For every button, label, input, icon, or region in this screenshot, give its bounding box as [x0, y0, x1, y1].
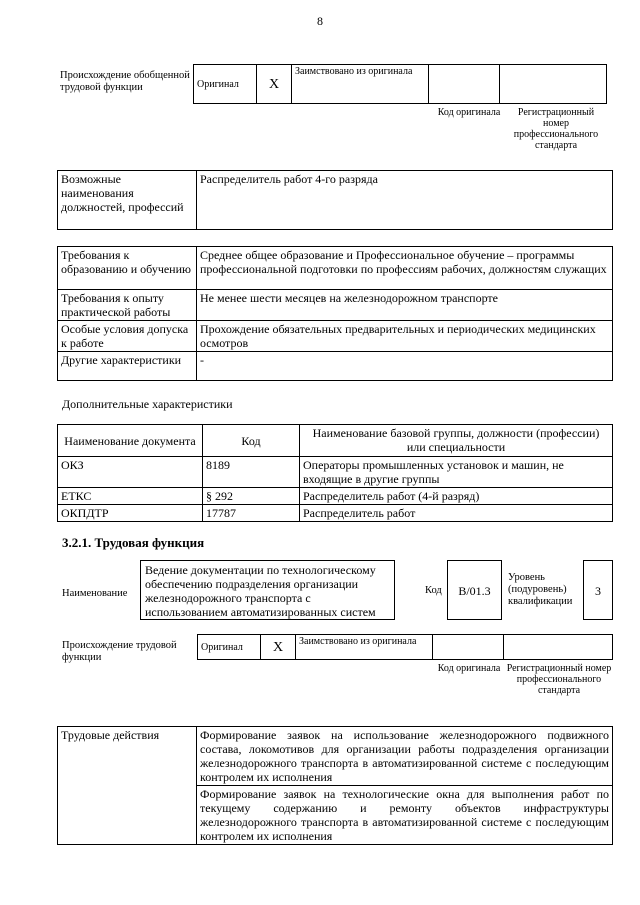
req-education-value: Среднее общее образование и Профессиональное обучение – программы профессиональной подготовки по профессиям рабочих, должностям служащих — [197, 247, 613, 290]
extra-row-code: 8189 — [203, 457, 300, 488]
function-heading: 3.2.1. Трудовая функция — [62, 535, 205, 550]
origin2-borrowed: Заимствовано из оригинала — [296, 635, 433, 660]
extra-row-name: Распределитель работ (4-й разряд) — [300, 488, 613, 505]
extra-row-code: 17787 — [203, 505, 300, 522]
extra-row-doc: ЕТКС — [58, 488, 203, 505]
origin1-mark: X — [257, 65, 292, 104]
req-experience-label: Требования к опыту практической работы — [58, 290, 197, 321]
extra-header-name: Наименование базовой группы, должности (профессии) или специальности — [300, 425, 613, 457]
req-education-label: Требования к образованию и обучению — [58, 247, 197, 290]
origin2-code-caption: Код оригинала — [437, 663, 501, 674]
req-conditions-value: Прохождение обязательных предварительных и периодических медицинских осмотров — [197, 321, 613, 352]
extra-row-doc: ОКЗ — [58, 457, 203, 488]
extra-header-code: Код — [203, 425, 300, 457]
origin2-original: Оригинал — [198, 635, 261, 660]
origin1-code-caption: Код оригинала — [437, 107, 501, 118]
extra-row-doc: ОКПДТР — [58, 505, 203, 522]
origin1-borrowed: Заимствовано из оригинала — [292, 65, 429, 104]
extra-row-name: Операторы промышленных установок и машин, не входящие в другие группы — [300, 457, 613, 488]
positions-value: Распределитель работ 4-го разряда — [197, 171, 613, 230]
positions-label: Возможные наименования должностей, профессий — [58, 171, 197, 230]
actions-table — [57, 726, 613, 845]
action-item: Формирование заявок на технологические окна для выполнения работ по текущему содержанию и ремонту объектов инфраструктуры железнодорожного транспорта в автоматизированной системе с последующим контролем их исполнения — [197, 786, 613, 845]
positions-table — [57, 170, 613, 230]
extra-row-name: Распределитель работ — [300, 505, 613, 522]
function-level-label: Уровень (подуровень) квалификации — [508, 572, 573, 607]
function-name-value: Ведение документации по технологическому обеспечению подразделения организации железнодорожного транспорта с использованием автоматизированных систем — [140, 560, 395, 620]
action-item: Формирование заявок на использование железнодорожного подвижного состава, локомотивов для организации работы подразделения организации железнодорожного транспорта в автоматизированной системе с последующим контролем их исполнения — [197, 727, 613, 786]
extra-table — [57, 424, 613, 522]
extra-title: Дополнительные характеристики — [62, 397, 233, 411]
origin1-code-cell — [429, 65, 500, 104]
origin1-label: Происхождение обобщенной трудовой функции — [60, 70, 190, 93]
req-other-value: - — [197, 352, 613, 381]
requirements-table — [57, 246, 613, 381]
function-code-value: B/01.3 — [447, 560, 502, 620]
origin2-mark: X — [261, 635, 296, 660]
origin1-table — [193, 64, 607, 104]
origin2-label: Происхождение трудовой функции — [62, 640, 177, 663]
origin2-reg-caption: Регистрационный номер профессионального стандарта — [506, 663, 612, 696]
origin1-original: Оригинал — [194, 65, 257, 104]
actions-label: Трудовые действия — [58, 727, 197, 845]
extra-header-doc: Наименование документа — [58, 425, 203, 457]
origin2-table — [197, 634, 613, 660]
req-other-label: Другие характеристики — [58, 352, 197, 381]
origin2-code-cell — [433, 635, 504, 660]
extra-row-code: § 292 — [203, 488, 300, 505]
req-experience-value: Не менее шести месяцев на железнодорожном транспорте — [197, 290, 613, 321]
req-conditions-label: Особые условия допуска к работе — [58, 321, 197, 352]
page-number: 8 — [317, 14, 323, 28]
origin1-reg-cell — [500, 65, 607, 104]
function-level-value: 3 — [583, 560, 613, 620]
function-name-label: Наименование — [62, 588, 128, 599]
function-code-label: Код — [425, 585, 442, 596]
origin1-reg-caption: Регистрационный номер профессионального стандарта — [513, 107, 599, 151]
origin2-reg-cell — [504, 635, 613, 660]
